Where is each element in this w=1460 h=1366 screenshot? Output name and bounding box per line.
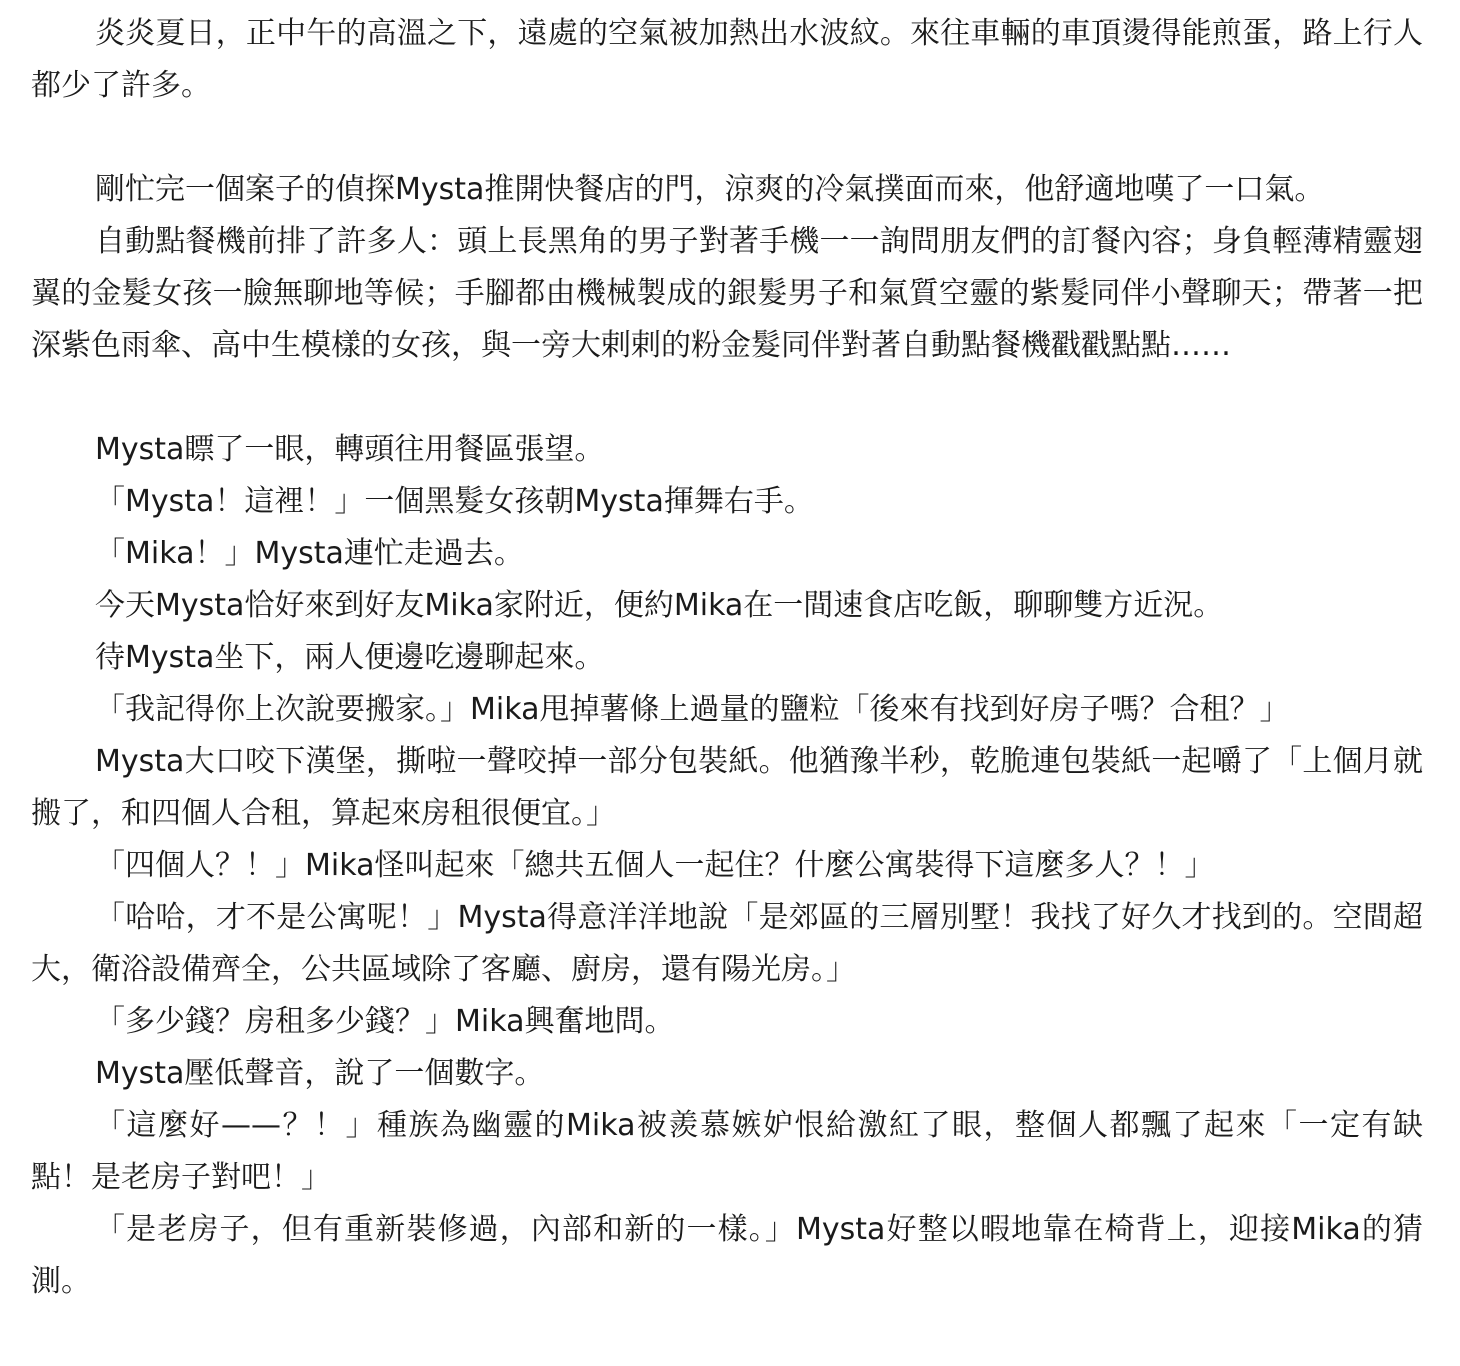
- paragraph: 「四個人？！」Mika怪叫起來「總共五個人一起住？什麼公寓裝得下這麼多人？！」: [95, 848, 1215, 883]
- paragraph: 「Mika！」Mysta連忙走過去。: [95, 536, 524, 571]
- paragraph: 今天Mysta恰好來到好友Mika家附近，便約Mika在一間速食店吃飯，聊聊雙方近況。: [95, 588, 1224, 623]
- paragraph: Mysta瞟了一眼，轉頭往用餐區張望。: [95, 432, 605, 467]
- paragraph: 待Mysta坐下，兩人便邊吃邊聊起來。: [95, 640, 605, 675]
- paragraph: 「是老房子，但有重新裝修過，內部和新的一樣。」Mysta好整以暇地靠在椅背上，迎接Mika的猜測。: [31, 1212, 1423, 1299]
- paragraph: 「Mysta！這裡！」一個黑髮女孩朝Mysta揮舞右手。: [95, 484, 814, 519]
- paragraph: Mysta大口咬下漢堡，撕啦一聲咬掉一部分包裝紙。他猶豫半秒，乾脆連包裝紙一起嚼了「上個月就搬了，和四個人合租，算起來房租很便宜。」: [31, 744, 1423, 831]
- paragraph: 炎炎夏日，正中午的高溫之下，遠處的空氣被加熱出水波紋。來往車輛的車頂燙得能煎蛋，路上行人都少了許多。: [31, 16, 1423, 103]
- paragraph: Mysta壓低聲音，說了一個數字。: [95, 1056, 545, 1091]
- paragraph: 「哈哈，才不是公寓呢！」Mysta得意洋洋地說「是郊區的三層別墅！我找了好久才找到的。空間超大，衛浴設備齊全，公共區域除了客廳、廚房，還有陽光房。」: [31, 900, 1423, 987]
- paragraph: 「多少錢？房租多少錢？」Mika興奮地問。: [95, 1004, 675, 1039]
- paragraph: 自動點餐機前排了許多人：頭上長黑角的男子對著手機一一詢問朋友們的訂餐內容；身負輕薄精靈翅翼的金髮女孩一臉無聊地等候；手腳都由機械製成的銀髮男子和氣質空靈的紫髮同伴小聲聊天；帶著一把深紫色雨傘、高中生模樣的女孩，與一旁大剌剌的粉金髮同伴對著自動點餐機戳戳點點……: [31, 224, 1423, 363]
- story-text: [31, 8, 1423, 1308]
- paragraph: 「這麼好——？！」種族為幽靈的Mika被羨慕嫉妒恨給激紅了眼，整個人都飄了起來「一定有缺點！是老房子對吧！」: [31, 1108, 1423, 1195]
- paragraph: 「我記得你上次說要搬家。」Mika甩掉薯條上過量的鹽粒「後來有找到好房子嗎？合租？」: [95, 692, 1290, 727]
- paragraph: 剛忙完一個案子的偵探Mysta推開快餐店的門，涼爽的冷氣撲面而來，他舒適地嘆了一口氣。: [95, 172, 1325, 207]
